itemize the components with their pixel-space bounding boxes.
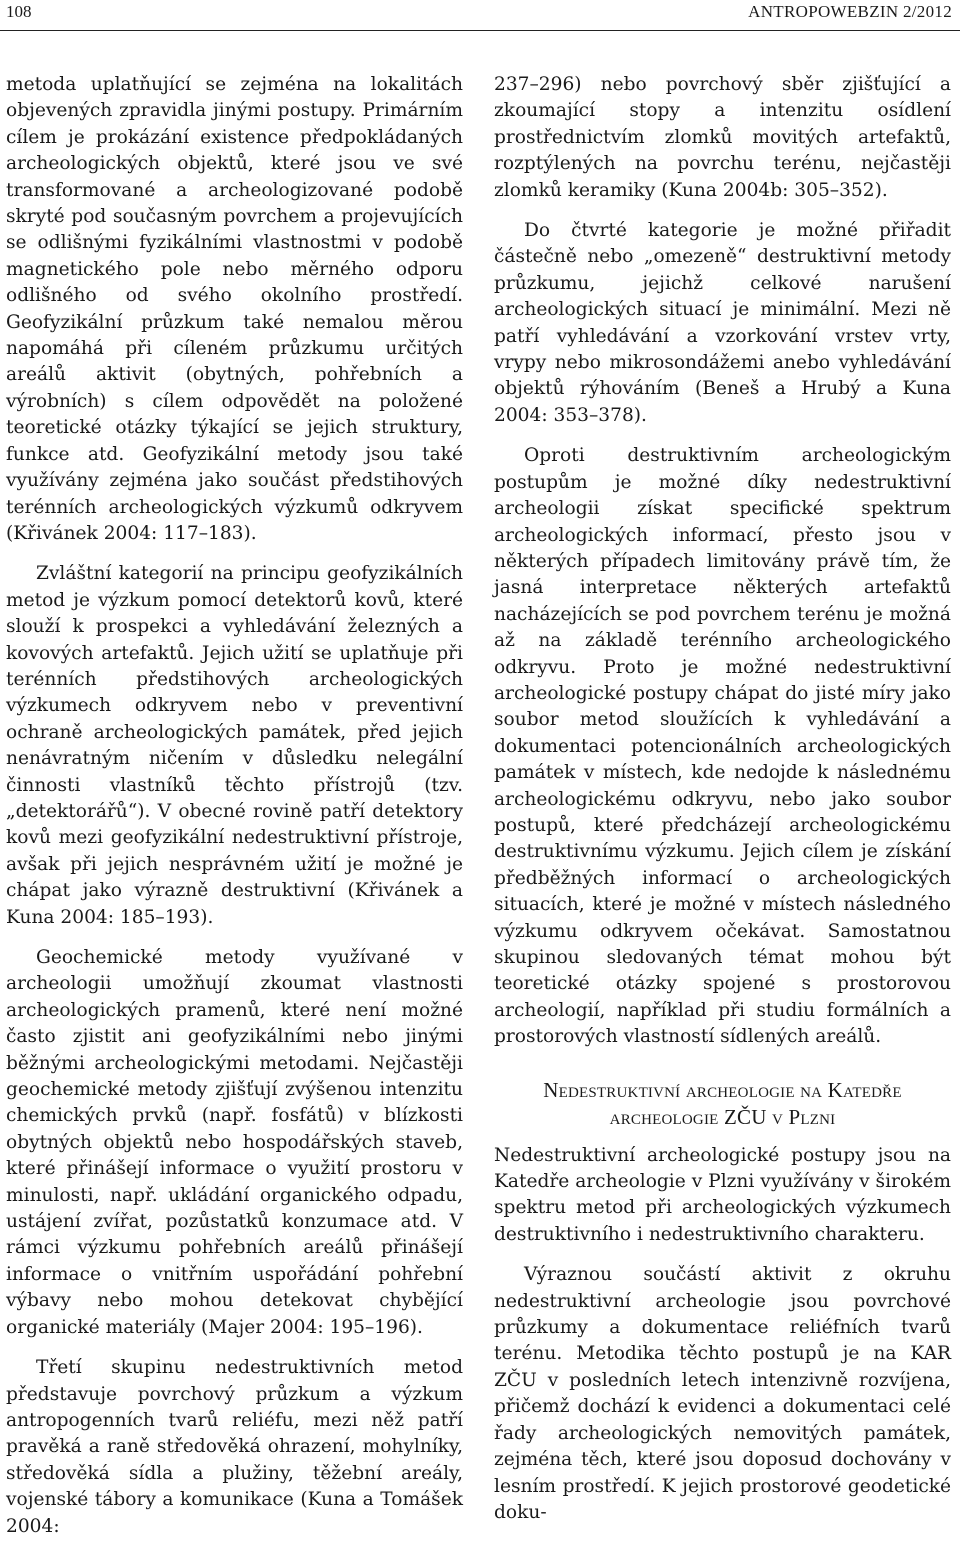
paragraph: Oproti destruktivním archeologickým postupům je možné díky nedestruktivní archeologii získat specifické spektrum archeologických informací, přesto jsou v některých případech limitovány právě tím, že jasná interpretace některých artefaktů nacházejících se pod povrchem terénu je možná až na základě terénního archeologického odkryvu. Proto je možné nedestruktivní archeologické postupy chápat do jisté míry jako soubor metod sloužících k vyhledávání a dokumentaci potencionálních archeologických památek v místech, kde nedojde k následnému archeologickému odkryvu, nebo jako soubor postupů, které předcházejí archeologickému destruktivnímu výzkumu. Jejich cílem je získání předběžných informací o archeologických situacích, které je možné v místech následného výzkumu odkryvem očekávat. Samostatnou skupinou sledovaných témat mohou být teoretické otázky spojené s prostorovou archeologií, například při studiu formálních a prostorových vlastností sídlených areálů. — [494, 445, 951, 1048]
page-header — [0, 0, 960, 31]
section-heading-line: Nedestruktivní archeologie na Katedře — [543, 1077, 902, 1102]
paragraph: Do čtvrté kategorie je možné přiřadit částečně nebo „omezeně“ destruktivní metody průzkumu, jejichž celkové narušení archeologických situací je minimální. Mezi ně patří vyhledávání a vzorkování vrstev vrty, vrypy nebo mikrosondážemi anebo vyhledávání objektů rýhováním (Beneš a Hrubý a Kuna 2004: 353–378). — [494, 220, 951, 426]
paragraph: Třetí skupinu nedestruktivních metod představuje povrchový průzkum a výzkum antropogenních tvarů reliéfu, mezi něž patří pravěká a raně středověká ohrazení, mohylníky, středověká sídla a plužiny, těžební areály, vojenské tábory a komunikace (Kuna a Tomášek 2004: — [6, 1357, 463, 1537]
paragraph: metoda uplatňující se zejména na lokalitách objevených zpravidla jinými postupy. Primárním cílem je prokázání existence předpokládaných archeologických objektů, které jsou ve své transformované a archeologizované podobě skryté pod současným povrchem a projevujících se odlišnými fyzikálními vlastnostmi v podobě magnetického pole nebo měrného odporu odlišného od svého okolního prostředí. Geofyzikální průzkum také nemalou měrou napomáhá při cíleném průzkumu určitých areálů aktivit (obytných, pohřebních a výrobních) s cílem odpovědět na položené teoretické otázky týkající se jejich struktury, funkce atd. Geofyzikální metody jsou také využívány zejména jako součást předstihových terénních archeologických výzkumů odkryvem (Křivánek 2004: 117–183). — [6, 74, 463, 544]
paragraph: 237–296) nebo povrchový sběr zjišťující a zkoumající stopy a intenzitu osídlení prostřednictvím zlomků movitých artefaktů, rozptýlených na povrchu terénu, nejčastěji zlomků keramiky (Kuna 2004b: 305–352). — [494, 74, 951, 201]
paragraph: Zvláštní kategorií na principu geofyzikálních metod je výzkum pomocí detektorů kovů, které slouží k prospekci a vyhledávání železných a kovových artefaktů. Jejich užití se uplatňuje při terénních předstihových archeologických výzkumech odkryvem nebo v preventivní ochraně archeologických památek, před jejich nenávratným ničením v důsledku nelegální činnosti vlastníků těchto přístrojů (tzv. „detektorářů“). V obecné rovině patří detektory kovů mezi geofyzikální nedestruktivní přístroje, avšak při jejich nesprávném užití je možné je chápat jako výrazně destruktivní (Křivánek a Kuna 2004: 185–193). — [6, 563, 463, 928]
paragraph: Nedestruktivní archeologické postupy jsou na Katedře archeologie v Plzni využívány v širokém spektru metod při archeologických výzkumech destruktivního i nedestruktivního charakteru. — [494, 1144, 951, 1245]
journal-name: ANTROPOWEBZIN 2/2012 — [748, 2, 952, 21]
page-number: 108 — [6, 2, 32, 21]
section-heading — [494, 1077, 951, 1131]
right-column — [494, 72, 951, 1540]
paragraph: Geochemické metody využívané v archeologii umožňují zkoumat vlastnosti archeologických pramenů, které není možné často zjistit ani geofyzikálními nebo jinými běžnými archeologickými metodami. Nejčastěji geochemické metody zjišťují zvýšenou intenzitu chemických prvků (např. fosfátů) v blízkosti obytných objektů nebo hospodářských staveb, které přinášejí informace o využití prostoru v minulosti, např. ukládání organického odpadu, ustájení zvířat, pozůstatků konzumace atd. V rámci výzkumu pohřebních areálů přinášejí informace o vnitřním uspořádání pohřební výbavy nebo mohou detekovat chybějící organické materiály (Majer 2004: 195–196). — [6, 947, 463, 1338]
paragraph: Výraznou součástí aktivit z okruhu nedestruktivní archeologie jsou povrchové průzkumy a dokumentace reliéfních tvarů terénu. Metodika těchto postupů je na KAR ZČU v posledních letech intenzivně rozvíjena, přičemž dochází k evidenci a dokumentaci celé řady archeologických nemovitých památek, zejména těch, které jsou doposud dochovány v lesním prostředí. K jejich prostorové geodetické doku- — [494, 1264, 951, 1523]
left-column — [6, 72, 463, 1554]
section-heading-line: archeologie ZČU v Plzni — [609, 1104, 836, 1129]
